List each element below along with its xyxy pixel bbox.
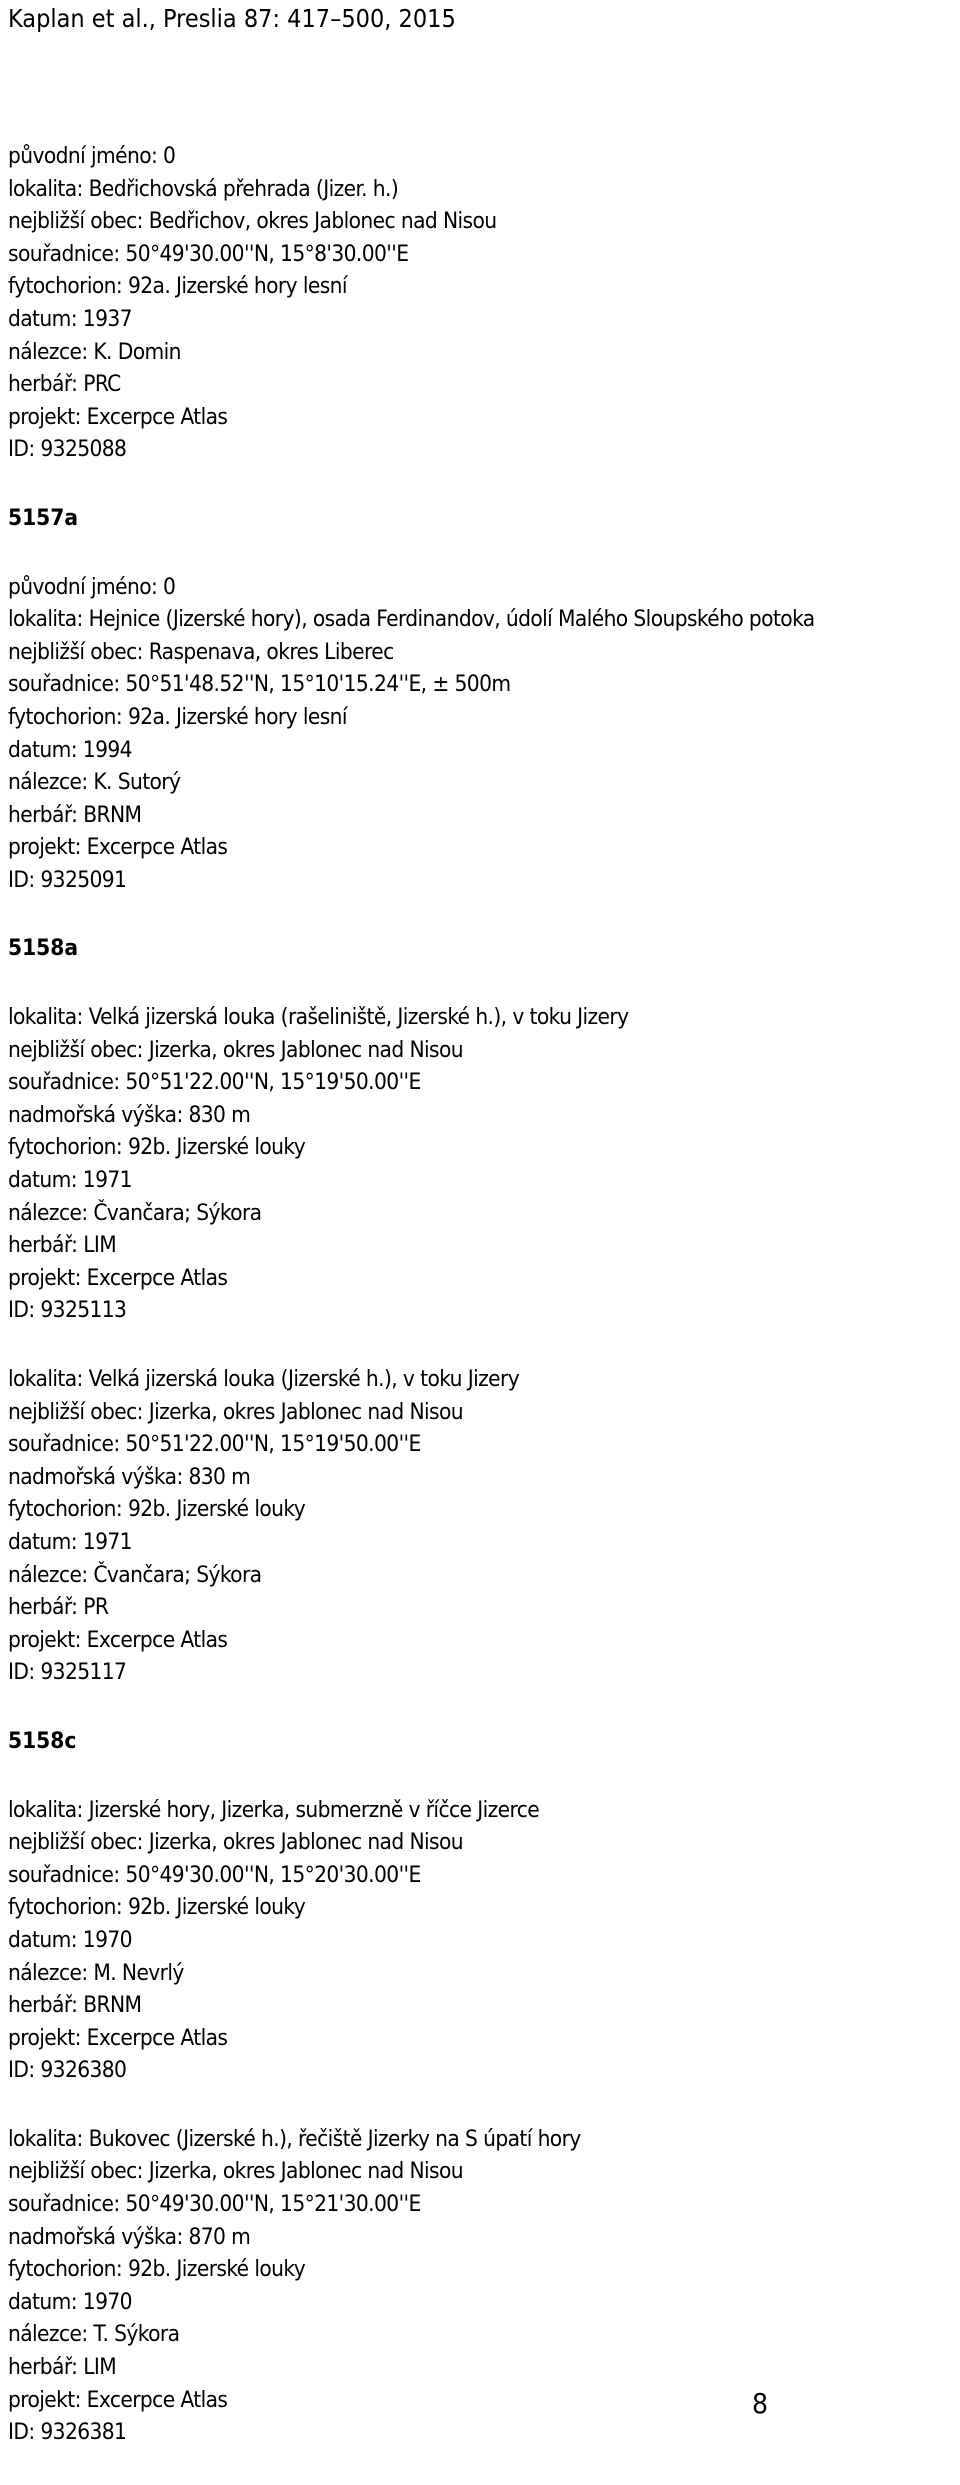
record-field: lokalita: Bedřichovská přehrada (Jizer. h.) [8,175,399,202]
record-field: lokalita: Velká jizerská louka (Jizerské h.), v toku Jizery [8,1366,520,1392]
record-field: projekt: Excerpce Atlas [8,1626,228,1653]
record-field: projekt: Excerpce Atlas [8,1264,228,1291]
record-field: původní jméno: 0 [8,143,176,169]
record-field: nejbližší obec: Jizerka, okres Jablonec nad Nisou [8,1829,463,1856]
spacer [8,1327,958,1363]
page-number: 8 [752,2387,769,2420]
occurrence-record [8,1794,958,2087]
record-field: fytochorion: 92b. Jizerské louky [8,1134,306,1161]
record-field: datum: 1971 [8,1167,132,1194]
record-field: datum: 1970 [8,2288,132,2315]
record-field: nálezce: Čvančara; Sýkora [8,1199,262,1226]
record-field: fytochorion: 92b. Jizerské louky [8,1894,306,1921]
record-field: lokalita: Bukovec (Jizerské h.), řečiště Jizerky na S úpatí hory [8,2125,581,2152]
record-field: ID: 9325088 [8,436,127,463]
record-field: ID: 9326380 [8,2057,127,2084]
spacer [8,535,958,571]
record-field: nálezce: M. Nevrlý [8,1959,184,1986]
document-body [8,140,958,2485]
record-field: herbář: PR [8,1594,109,1621]
record-field: projekt: Excerpce Atlas [8,2024,228,2051]
record-field: nálezce: K. Domin [8,338,181,365]
record-field: souřadnice: 50°49'30.00''N, 15°8'30.00''E [8,240,409,267]
record-field: souřadnice: 50°49'30.00''N, 15°20'30.00''E [8,1861,421,1888]
record-field: ID: 9325091 [8,866,127,893]
record-field: projekt: Excerpce Atlas [8,403,228,430]
record-field: herbář: BRNM [8,1992,142,2019]
record-field: původní jméno: 0 [8,573,176,600]
record-field: fytochorion: 92a. Jizerské hory lesní [8,273,347,300]
record-field: lokalita: Velká jizerská louka (rašeliniště, Jizerské h.), v toku Jizery [8,1004,629,1031]
record-field: nejbližší obec: Raspenava, okres Liberec [8,638,394,665]
record-field: nejbližší obec: Jizerka, okres Jablonec nad Nisou [8,1398,463,1425]
record-field: nejbližší obec: Bedřichov, okres Jablonec nad Nisou [8,208,497,235]
record-field: souřadnice: 50°51'22.00''N, 15°19'50.00''E [8,1431,421,1458]
spacer [8,466,958,502]
record-field: fytochorion: 92a. Jizerské hory lesní [8,703,347,730]
occurrence-record [8,1001,958,1327]
running-header: Kaplan et al., Preslia 87: 417–500, 2015 [8,4,456,33]
spacer [8,965,958,1001]
record-field: datum: 1994 [8,736,132,763]
occurrence-record [8,140,958,466]
record-field: datum: 1937 [8,305,132,332]
record-field: souřadnice: 50°51'48.52''N, 15°10'15.24''E, ± 500m [8,671,511,698]
record-field: herbář: PRC [8,371,121,398]
record-field: ID: 9325117 [8,1659,127,1686]
record-field: herbář: LIM [8,2354,117,2381]
record-field: souřadnice: 50°51'22.00''N, 15°19'50.00''E [8,1069,421,1096]
section-heading: 5157a [8,504,78,531]
section-heading: 5158c [8,1727,77,1754]
record-field: datum: 1970 [8,1926,132,1953]
record-field: datum: 1971 [8,1528,132,1555]
record-field: nadmořská výška: 870 m [8,2223,251,2250]
record-field: nálezce: Čvančara; Sýkora [8,1561,262,1588]
record-field: nadmořská výška: 830 m [8,1101,251,1128]
record-field: fytochorion: 92b. Jizerské louky [8,2256,306,2283]
spacer [8,896,958,932]
record-field: ID: 9325113 [8,1297,127,1324]
occurrence-record [8,2123,958,2449]
record-field: fytochorion: 92b. Jizerské louky [8,1496,306,1523]
record-field: nálezce: T. Sýkora [8,2321,180,2348]
record-field: nejbližší obec: Jizerka, okres Jablonec nad Nisou [8,2158,463,2185]
occurrence-record [8,1363,958,1689]
record-field: projekt: Excerpce Atlas [8,834,228,861]
occurrence-record [8,571,958,897]
record-field: herbář: LIM [8,1232,117,1259]
spacer [8,2087,958,2123]
record-field: nálezce: K. Sutorý [8,769,181,796]
spacer [8,1758,958,1794]
spacer [8,1689,958,1725]
record-field: souřadnice: 50°49'30.00''N, 15°21'30.00''E [8,2191,421,2218]
record-field: projekt: Excerpce Atlas [8,2386,228,2413]
record-field: herbář: BRNM [8,801,142,828]
record-field: ID: 9326381 [8,2419,127,2446]
section-heading: 5158a [8,935,78,962]
record-field: lokalita: Hejnice (Jizerské hory), osada Ferdinandov, údolí Malého Sloupského potoka [8,606,815,633]
spacer [8,2449,958,2485]
record-field: nejbližší obec: Jizerka, okres Jablonec nad Nisou [8,1036,463,1063]
record-field: nadmořská výška: 830 m [8,1463,251,1490]
record-field: lokalita: Jizerské hory, Jizerka, submerzně v říčce Jizerce [8,1796,540,1823]
